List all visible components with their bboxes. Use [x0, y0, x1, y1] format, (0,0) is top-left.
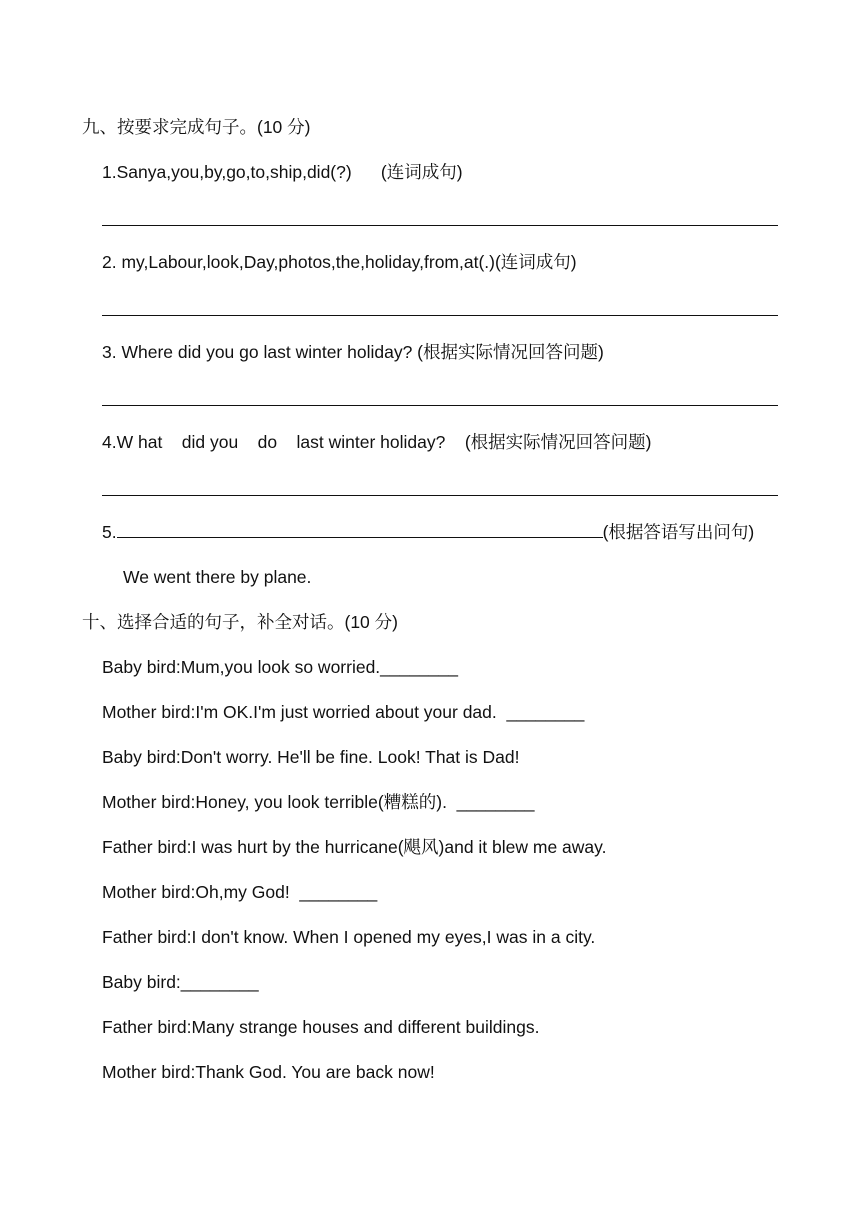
dialogue-line: Father bird:I don't know. When I opened my eyes,I was in a city.	[102, 927, 596, 947]
question-5-prompt	[102, 521, 754, 543]
question-2-prompt: 2. my,Labour,look,Day,photos,the,holiday,from,at(.)(连词成句)	[102, 252, 577, 272]
dialogue-line: Mother bird:Honey, you look terrible(糟糕的). ________	[102, 792, 535, 812]
question-3-prompt: 3. Where did you go last winter holiday? (根据实际情况回答问题)	[102, 342, 604, 362]
dialogue-line: Father bird:I was hurt by the hurricane(飓风)and it blew me away.	[102, 837, 607, 857]
question-1-prompt: 1.Sanya,you,by,go,to,ship,did(?) (连词成句)	[102, 162, 463, 182]
dialogue-line: Mother bird:I'm OK.I'm just worried about your dad. ________	[102, 702, 585, 722]
section-9-heading: 九、按要求完成句子。(10 分)	[82, 117, 311, 137]
question-5-answer: We went there by plane.	[123, 567, 312, 587]
dialogue-line: Baby bird:________	[102, 972, 259, 992]
answer-line-3[interactable]	[102, 405, 778, 406]
answer-line-4[interactable]	[102, 495, 778, 496]
dialogue-line: Mother bird:Thank God. You are back now!	[102, 1062, 435, 1082]
dialogue-line: Baby bird:Mum,you look so worried.________	[102, 657, 459, 677]
dialogue-line: Mother bird:Oh,my God! ________	[102, 882, 378, 902]
question-4-prompt: 4.W hat did you do last winter holiday? (根据实际情况回答问题)	[102, 432, 652, 452]
answer-line-1[interactable]	[102, 225, 778, 226]
answer-blank-5[interactable]	[117, 521, 603, 538]
answer-line-2[interactable]	[102, 315, 778, 316]
dialogue-line: Baby bird:Don't worry. He'll be fine. Look! That is Dad!	[102, 747, 520, 767]
section-10-heading: 十、选择合适的句子，补全对话。(10 分)	[82, 612, 398, 632]
dialogue-line: Father bird:Many strange houses and different buildings.	[102, 1017, 540, 1037]
question-5-instruction: (根据答语写出问句)	[602, 522, 755, 542]
question-5-number: 5.	[102, 522, 117, 542]
